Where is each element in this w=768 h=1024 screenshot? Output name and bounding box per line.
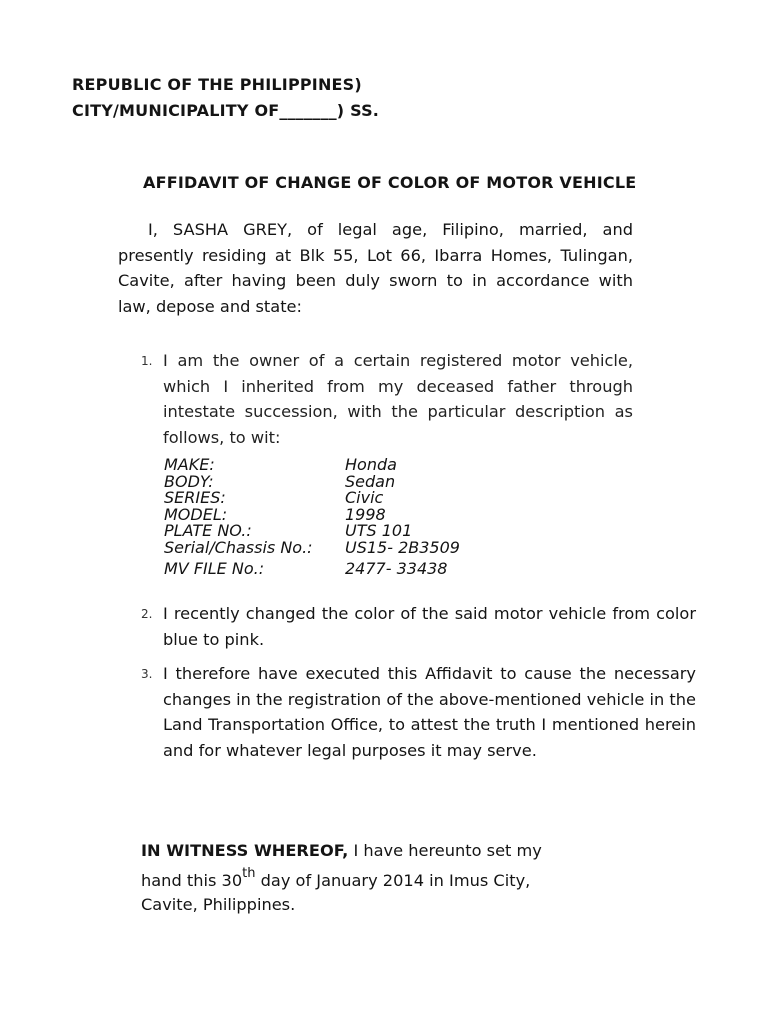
spec-value: 2477- 33438: [345, 559, 448, 578]
vehicle-specs-table: [164, 457, 460, 578]
spec-value: US15- 2B3509: [345, 537, 460, 557]
witness-date-suffix: th: [242, 866, 256, 881]
spec-row-serial: [164, 537, 460, 557]
witness-clause: [141, 838, 601, 918]
list-item-1: [141, 348, 633, 451]
list-item-3: [141, 661, 696, 764]
list-text-1: I am the owner of a certain registered motor vehicle, which I inherited from my deceased father through intestate succession, with the particular description as follows, to wit:: [163, 351, 633, 448]
spec-label: MAKE:: [164, 455, 215, 474]
spec-label: Serial/Chassis No.:: [164, 537, 313, 557]
list-text-2: I recently changed the color of the said motor vehicle from color blue to pink.: [163, 604, 696, 649]
list-text-3: I therefore have executed this Affidavit to cause the necessary changes in the registration of the above-mentioned vehicle in the Land Transportation Office, to attest the truth I mentioned herein and for whatever legal purposes it may serve.: [163, 664, 696, 761]
list-number-3: 3.: [141, 667, 153, 681]
list-number-1: 1.: [141, 354, 153, 368]
witness-line-3: Cavite, Philippines.: [141, 895, 296, 914]
spec-label: BODY:: [164, 471, 214, 491]
spec-value: 1998: [345, 504, 386, 524]
spec-label: PLATE NO.:: [164, 521, 252, 540]
jurisdiction-header: [72, 72, 379, 124]
spec-value: Honda: [345, 455, 397, 474]
spec-label: MV FILE No.:: [164, 559, 265, 578]
witness-date-before: hand this 30: [141, 871, 243, 890]
witness-line1-rest: I have hereunto set my: [348, 841, 542, 860]
list-number-2: 2.: [141, 607, 153, 621]
witness-lead: IN WITNESS WHEREOF,: [141, 841, 349, 860]
header-city: CITY/MUNICIPALITY OF_______) SS.: [72, 101, 380, 120]
spec-value: Sedan: [345, 471, 396, 491]
witness-date-after: day of January 2014 in Imus City,: [255, 871, 531, 890]
spec-row-mv-file: [164, 561, 460, 578]
intro-paragraph: I, SASHA GREY, of legal age, Filipino, married, and presently residing at Blk 55, Lot 66, Ibarra Homes, Tulingan, Cavite, after having been duly sworn to in accordance with law, depose and state:: [118, 220, 633, 317]
spec-label: MODEL:: [164, 504, 228, 524]
list-item-2: [141, 601, 696, 652]
witness-line-2: [141, 866, 601, 892]
spec-label: SERIES:: [164, 488, 226, 507]
spec-value: UTS 101: [345, 521, 413, 540]
witness-line-1: [141, 838, 601, 864]
document-title: AFFIDAVIT OF CHANGE OF COLOR OF MOTOR VEHICLE: [143, 173, 637, 192]
spec-value: Civic: [345, 488, 384, 507]
header-republic: REPUBLIC OF THE PHILIPPINES): [72, 75, 362, 94]
